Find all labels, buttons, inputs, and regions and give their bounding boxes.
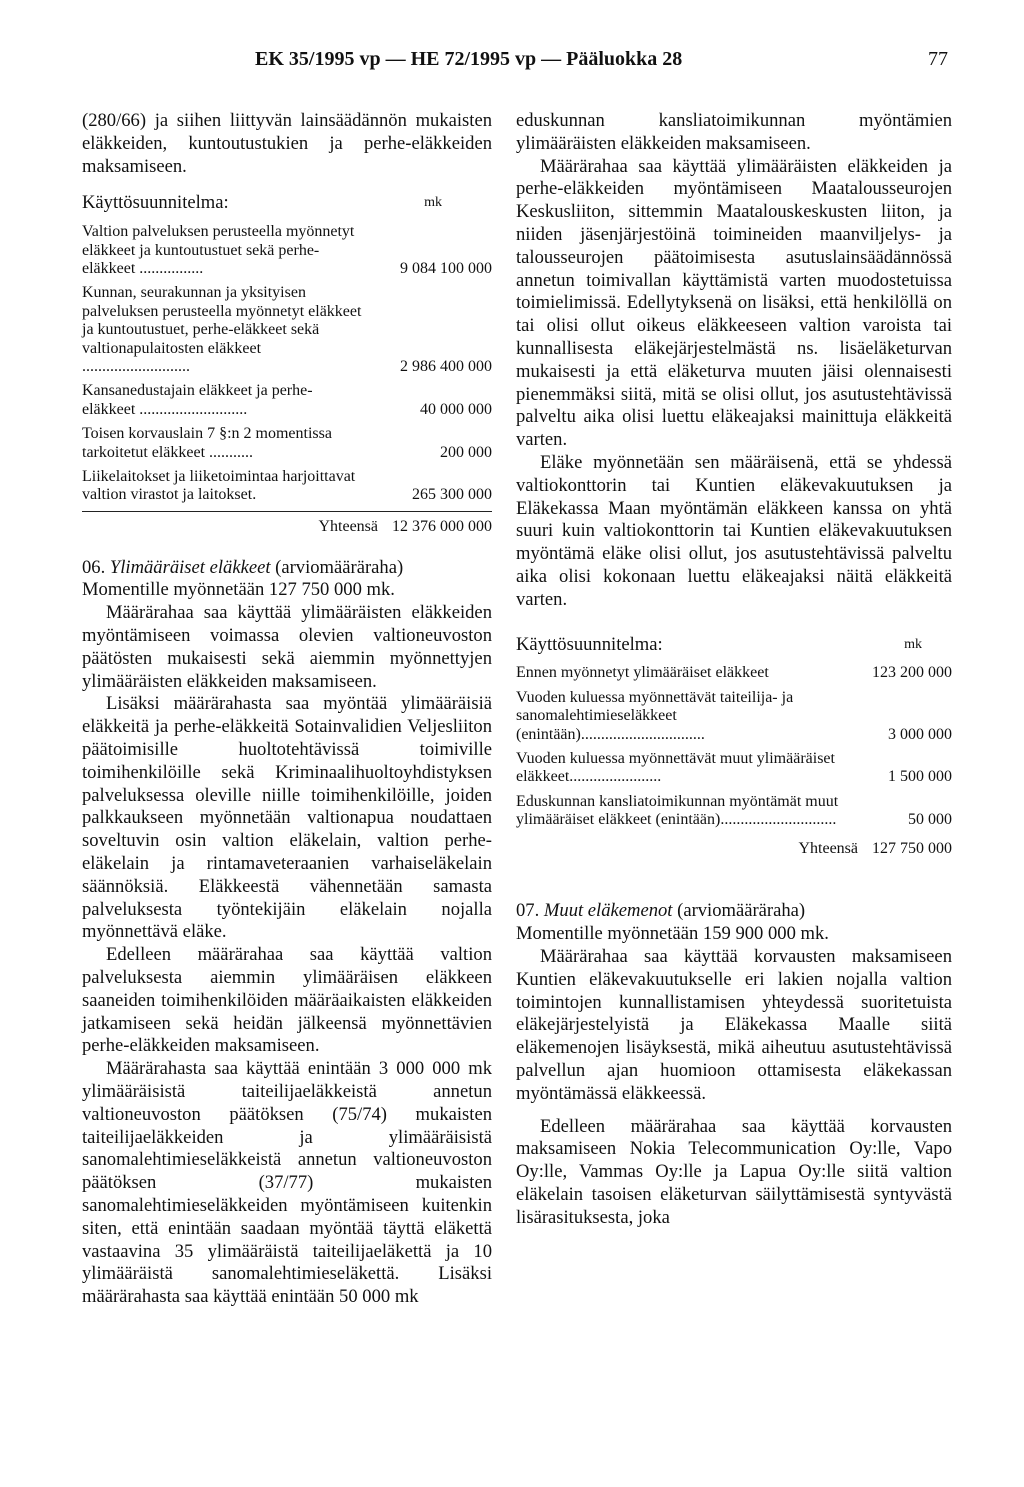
plan-heading: Käyttösuunnitelma: [82, 192, 229, 214]
plan-heading: Käyttösuunnitelma: [516, 633, 663, 655]
plan-row [516, 664, 952, 682]
plan-row [516, 793, 952, 830]
section-title: Ylimääräiset eläkkeet [109, 556, 271, 578]
total-amount: 127 750 000 [872, 839, 952, 857]
section-number: 07. [516, 900, 540, 922]
plan-row [516, 689, 952, 744]
body-paragraph: eduskunnan kansliatoimikunnan myöntämien ylimääräisten eläkkeiden maksamiseen. [516, 110, 952, 154]
body-paragraph: Määrärahaa saa käyttää ylimääräisten eläkkeiden myöntämiseen voimassa olevien valtioneuvoston päätösten mukaisesti sekä aiemmin myönnettyjen ylimääräisten eläkkeiden maksamiseen. [82, 602, 492, 692]
section-06-heading [82, 557, 492, 580]
plan-row-amount: 50 000 [908, 811, 952, 829]
plan-row-amount: 1 500 000 [888, 768, 952, 786]
plan-row [516, 750, 952, 787]
body-paragraph: Määrärahasta saa käyttää enintään 3 000 000 mk ylimääräisistä taiteilijaeläkkeistä annetun valtioneuvoston päätöksen (75/74) mukaisten taiteilijaeläkkeiden ja ylimääräisistä sanomalehtimieseläkkeistä annetun valtioneuvoston päätöksen (37/77) mukaisten sanomalehtimieseläkkeiden myöntämiseen kuitenkin siten, että enintään saadaan myöntää täyttä eläkettä vastaavina 35 ylimääräistä taiteilijaeläkettä ja 10 ylimääräistä sanomalehtimieseläkettä. Lisäksi määrärahasta saa käyttää enintään 50 000 mk [82, 1058, 492, 1308]
right-column [516, 110, 952, 1230]
plan-row-desc: Kunnan, seurakunnan ja yksityisen palveluksen perusteella myönnetyt eläkkeet ja kuntoutustuet, perhe-eläkkeet sekä valtionapulaitosten eläkkeet ........................... [82, 284, 362, 376]
section-grant: Momentille myönnetään 127 750 000 mk. [82, 579, 395, 601]
plan-heading-row [82, 192, 492, 215]
plan-row-desc: Eduskunnan kansliatoimikunnan myöntämät muut ylimääräiset eläkkeet (enintään)............................. [516, 792, 839, 829]
plan-row-desc: Vuoden kuluessa myönnettävät muut ylimääräiset eläkkeet....................... [516, 749, 835, 786]
plan-row-amount: 2 986 400 000 [400, 358, 492, 376]
total-rule [82, 511, 492, 512]
section-number: 06. [82, 556, 106, 578]
body-paragraph: Lisäksi määrärahasta saa myöntää ylimääräisiä eläkkeitä ja perhe-eläkkeitä Sotainvalidien Veljesliiton päätoimisille huoltotehtävissä toimiville toimihenkilöille sekä Kriminaalihuoltoyhdistyksen palveluksessa oleville niille toimihenkilöille, joiden palkkaukseen myönnetään valtionapua noudattaen soveltuvin osin valtion eläkelain, valtion perhe-eläkelain ja rintamaveteraanien varhaiseläkelain säännöksiä. Eläkkeestä vähennetään samasta palveluksesta työntekijäin eläkelain nojalla myönnettävä eläke. [82, 693, 492, 943]
plan-row [82, 223, 492, 278]
section-07-heading [516, 900, 952, 923]
body-paragraph: Määrärahaa saa käyttää korvausten maksamiseen Kuntien eläkevakuutukselle eri lakien nojalla valtion toimintojen kunnallistamisen yhteydessä suoritetuista eläkejärjestelyistä ja Eläkekassa Maalle siitä eläkemenojen lisäyksestä, mikä aiheutuu asutustehtävissä palvellun ajan huomioon ottamisesta eläkekassan myöntämässä eläkkeessä. [516, 945, 952, 1104]
running-title: EK 35/1995 vp — HE 72/1995 vp — Pääluokka 28 [255, 48, 683, 70]
section-title: Muut eläkemenot [543, 900, 673, 922]
intro-paragraph: (280/66) ja siihen liittyvän lainsäädännön mukaisten eläkkeiden, kuntoutustukien ja perhe-eläkkeiden maksamiseen. [82, 110, 492, 177]
usage-plan-table [516, 664, 952, 829]
plan-total [82, 516, 492, 539]
page-header [0, 48, 1024, 88]
usage-plan-table [82, 223, 492, 505]
section-suffix: (arviomääräraha) [677, 900, 806, 922]
plan-row-desc: Toisen korvauslain 7 §:n 2 momentissa tarkoitetut eläkkeet ........... [82, 425, 332, 461]
plan-row-desc: Valtion palveluksen perusteella myönnetyt eläkkeet ja kuntoutustuet sekä perhe-eläkkeet ................ [82, 223, 355, 277]
plan-row-amount: 265 300 000 [412, 486, 492, 504]
body-paragraph: Edelleen määrärahaa saa käyttää valtion palveluksesta aiemmin ylimääräisen eläkkeen saaneiden toimihenkilöiden määräaikaisten eläkkeiden jatkamiseen sekä heidän jälkeensä myönnettävien perhe-eläkkeiden maksamiseen. [82, 944, 492, 1057]
total-label: Yhteensä [798, 839, 858, 857]
body-paragraph: Määrärahaa saa käyttää ylimääräisten eläkkeiden ja perhe-eläkkeiden myöntämiseen Maatalousseurojen Keskusliiton, sittemmin Maatalouskeskusten liiton, ja niiden jäsenjärjestöinä toimineiden maanviljelys- ja talousseurojen päätoimisesta asutuslainsäädännössä annetun toimivallan käyttämistä varten muodostetuissa toimielimissä. Edellytyksenä on lisäksi, että henkilöllä on tai olisi ollut oikeus eläkkeeseen valtion varoista tai kunnallisesta eläkejärjestelmästä ns. lisäeläketurvan mukaisesti ja että eläketurva muuten jäisi olennaisesti pienemmäksi siitä, mitä se olisi ollut, jos asutustehtävissä palveltu aika olisi luettu eläkeajaksi mainittuja eläkkeitä varten. [516, 155, 952, 451]
plan-row-amount: 123 200 000 [872, 664, 952, 682]
plan-row-amount: 40 000 000 [420, 400, 492, 418]
plan-row-desc: Liikelaitokset ja liiketoimintaa harjoittavat valtion virastot ja laitokset. [82, 468, 356, 504]
plan-row [82, 468, 492, 505]
body-paragraph: Edelleen määrärahaa saa käyttää korvausten maksamiseen Nokia Telecommunication Oy:lle, Vapo Oy:lle, Vammas Oy:lle ja Lapua Oy:lle siitä valtion eläkelain tasoisen eläketurvan säilyttämisestä syntyvästä lisärasituksesta, joka [516, 1115, 952, 1228]
plan-row-desc: Vuoden kuluessa myönnettävät taiteilija- ja sanomalehtimieseläkkeet (enintään)............................... [516, 688, 794, 743]
plan-heading-row [516, 634, 952, 657]
section-suffix: (arviomääräraha) [275, 556, 404, 578]
plan-row-amount: 200 000 [440, 443, 492, 461]
section-grant: Momentille myönnetään 159 900 000 mk. [516, 923, 829, 945]
plan-row-amount: 9 084 100 000 [400, 260, 492, 277]
plan-unit: mk [904, 636, 922, 652]
page-number: 77 [928, 48, 948, 70]
plan-row [82, 425, 492, 462]
left-column [82, 110, 492, 1309]
body-paragraph: Eläke myönnetään sen määräisenä, että se yhdessä valtiokonttorin tai Kuntien eläkevakuutuksen ja Eläkekassa Maan myöntämän eläkkeen kanssa on yhtä suuri kuin valtiokonttorin tai Kuntien eläkevakuutuksen myöntämä eläke olisi ollut, jos asutustehtävissä palveltu aika olisi kokonaan luettu eläkeajaksi näitä eläkkeitä varten. [516, 451, 952, 610]
total-amount: 12 376 000 000 [392, 517, 492, 535]
plan-total [516, 838, 952, 861]
plan-row-desc: Kansanedustajain eläkkeet ja perhe-eläkkeet ........................... [82, 382, 313, 418]
plan-row [82, 284, 492, 376]
plan-row [82, 382, 492, 419]
total-label: Yhteensä [318, 517, 378, 535]
plan-row-amount: 3 000 000 [888, 725, 952, 743]
plan-unit: mk [424, 195, 442, 211]
plan-row-desc: Ennen myönnetyt ylimääräiset eläkkeet [516, 664, 769, 682]
